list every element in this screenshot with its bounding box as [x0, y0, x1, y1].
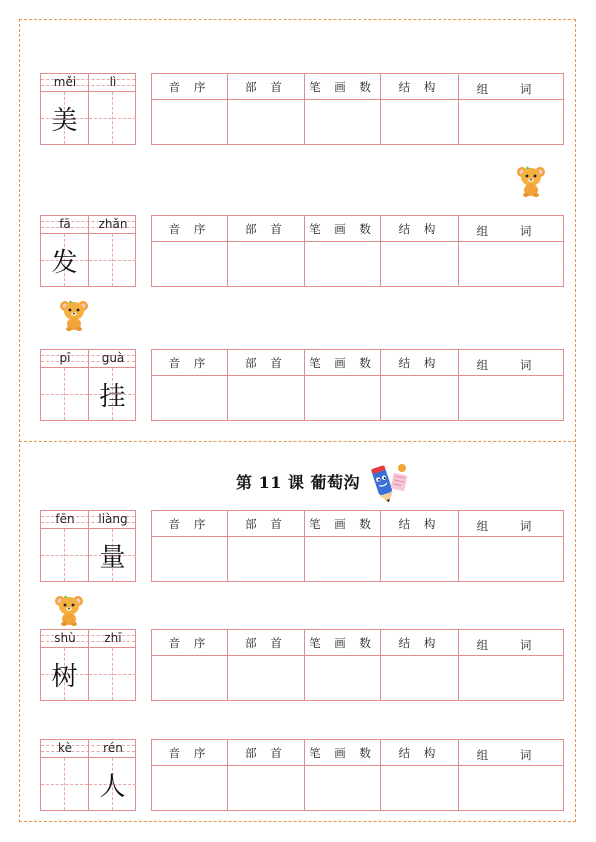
pinyin-right: zhī	[104, 631, 122, 645]
header-bushou: 部 首	[228, 350, 305, 376]
writing-cell-right[interactable]	[89, 368, 136, 420]
character-right: 挂	[99, 381, 126, 412]
character-left	[41, 529, 88, 581]
answer-cell-bushou[interactable]	[228, 376, 305, 420]
pinyin-right: rén	[103, 741, 123, 755]
header-yinxu: 音 序	[152, 350, 228, 376]
answer-cell-bushou[interactable]	[228, 242, 305, 286]
header-jiegou: 结 构	[381, 740, 459, 766]
character-left	[41, 368, 88, 420]
answer-cell-yinxu[interactable]	[152, 656, 228, 700]
header-zuci: 组 词	[459, 216, 563, 242]
answer-cell-bushou[interactable]	[228, 656, 305, 700]
answer-cell-yinxu[interactable]	[152, 537, 228, 581]
header-yinxu: 音 序	[152, 74, 228, 100]
answer-cell-zuci[interactable]	[459, 100, 563, 144]
writing-cell-right[interactable]	[89, 648, 136, 700]
character-left: 美	[51, 105, 78, 136]
header-zuci: 组 词	[459, 630, 563, 656]
answer-cell-bushou[interactable]	[228, 100, 305, 144]
character-entry-4	[40, 510, 564, 584]
answer-cell-zuci[interactable]	[459, 376, 563, 420]
writing-cell-right[interactable]	[89, 529, 136, 581]
character-info-table	[151, 349, 564, 421]
header-bushou: 部 首	[228, 740, 305, 766]
answer-cell-jiegou[interactable]	[381, 656, 459, 700]
bear-icon	[54, 591, 84, 627]
header-zuci: 组 词	[459, 74, 563, 100]
tianzige-box	[40, 73, 136, 145]
character-info-table	[151, 73, 564, 145]
writing-cell-left[interactable]	[41, 234, 88, 286]
character-right: 量	[99, 542, 126, 573]
pinyin-left: fā	[59, 217, 71, 231]
header-bushou: 部 首	[228, 630, 305, 656]
answer-cell-bushou[interactable]	[228, 766, 305, 810]
pinyin-left: shù	[54, 631, 76, 645]
answer-cell-yinxu[interactable]	[152, 242, 228, 286]
header-bihuashu: 笔 画 数	[305, 74, 381, 100]
header-zuci: 组 词	[459, 350, 563, 376]
answer-cell-jiegou[interactable]	[381, 242, 459, 286]
character-info-table	[151, 510, 564, 582]
character-right	[89, 92, 136, 144]
writing-cell-right[interactable]	[89, 758, 136, 810]
character-entry-1	[40, 73, 564, 147]
header-bihuashu: 笔 画 数	[305, 511, 381, 537]
tianzige-box	[40, 215, 136, 287]
answer-cell-yinxu[interactable]	[152, 376, 228, 420]
header-zuci: 组 词	[459, 740, 563, 766]
header-bihuashu: 笔 画 数	[305, 740, 381, 766]
character-right	[89, 234, 136, 286]
character-left	[41, 758, 88, 810]
pinyin-left: měi	[53, 75, 77, 89]
tianzige-box	[40, 510, 136, 582]
character-entry-6	[40, 739, 564, 813]
tianzige-box	[40, 349, 136, 421]
pinyin-right: zhǎn	[98, 217, 128, 231]
character-entry-5	[40, 629, 564, 703]
answer-cell-zuci[interactable]	[459, 766, 563, 810]
header-bushou: 部 首	[228, 511, 305, 537]
bear-icon	[516, 162, 546, 198]
character-entry-3	[40, 349, 564, 423]
header-jiegou: 结 构	[381, 74, 459, 100]
pinyin-left: fēn	[55, 512, 75, 526]
answer-cell-jiegou[interactable]	[381, 376, 459, 420]
answer-cell-zuci[interactable]	[459, 242, 563, 286]
answer-cell-zuci[interactable]	[459, 537, 563, 581]
tianzige-box	[40, 739, 136, 811]
character-left: 发	[51, 247, 78, 278]
header-yinxu: 音 序	[152, 630, 228, 656]
section-divider	[19, 441, 576, 442]
answer-cell-yinxu[interactable]	[152, 766, 228, 810]
character-right	[89, 648, 136, 700]
character-info-table	[151, 215, 564, 287]
pinyin-right: lì	[109, 75, 117, 89]
writing-cell-right[interactable]	[89, 234, 136, 286]
header-yinxu: 音 序	[152, 511, 228, 537]
header-yinxu: 音 序	[152, 740, 228, 766]
pinyin-left: pī	[59, 351, 71, 365]
answer-cell-bushou[interactable]	[228, 537, 305, 581]
writing-cell-right[interactable]	[89, 92, 136, 144]
header-bushou: 部 首	[228, 216, 305, 242]
answer-cell-bihuashu[interactable]	[305, 100, 381, 144]
answer-cell-yinxu[interactable]	[152, 100, 228, 144]
lesson-title: 第 11 课 葡萄沟	[236, 473, 360, 492]
character-info-table	[151, 739, 564, 811]
header-bihuashu: 笔 画 数	[305, 216, 381, 242]
answer-cell-zuci[interactable]	[459, 656, 563, 700]
character-left: 树	[51, 661, 78, 692]
answer-cell-bihuashu[interactable]	[305, 766, 381, 810]
character-entry-2	[40, 215, 564, 289]
answer-cell-bihuashu[interactable]	[305, 656, 381, 700]
character-right: 人	[99, 771, 126, 802]
pinyin-right: liàng	[98, 512, 128, 526]
header-bushou: 部 首	[228, 74, 305, 100]
writing-cell-left[interactable]	[41, 648, 88, 700]
header-bihuashu: 笔 画 数	[305, 350, 381, 376]
answer-cell-jiegou[interactable]	[381, 766, 459, 810]
header-zuci: 组 词	[459, 511, 563, 537]
writing-cell-left[interactable]	[41, 368, 88, 420]
tianzige-box	[40, 629, 136, 701]
answer-cell-bihuashu[interactable]	[305, 376, 381, 420]
header-jiegou: 结 构	[381, 216, 459, 242]
answer-cell-bihuashu[interactable]	[305, 537, 381, 581]
pinyin-left: kè	[58, 741, 72, 755]
answer-cell-jiegou[interactable]	[381, 100, 459, 144]
answer-cell-bihuashu[interactable]	[305, 242, 381, 286]
writing-cell-left[interactable]	[41, 92, 88, 144]
writing-cell-left[interactable]	[41, 529, 88, 581]
answer-cell-jiegou[interactable]	[381, 537, 459, 581]
header-jiegou: 结 构	[381, 630, 459, 656]
header-bihuashu: 笔 画 数	[305, 630, 381, 656]
pinyin-right: guà	[101, 351, 125, 365]
bear-icon	[59, 296, 89, 332]
writing-cell-left[interactable]	[41, 758, 88, 810]
character-info-table	[151, 629, 564, 701]
header-jiegou: 结 构	[381, 350, 459, 376]
header-jiegou: 结 构	[381, 511, 459, 537]
header-yinxu: 音 序	[152, 216, 228, 242]
pencil-mascot-icon	[364, 460, 412, 504]
